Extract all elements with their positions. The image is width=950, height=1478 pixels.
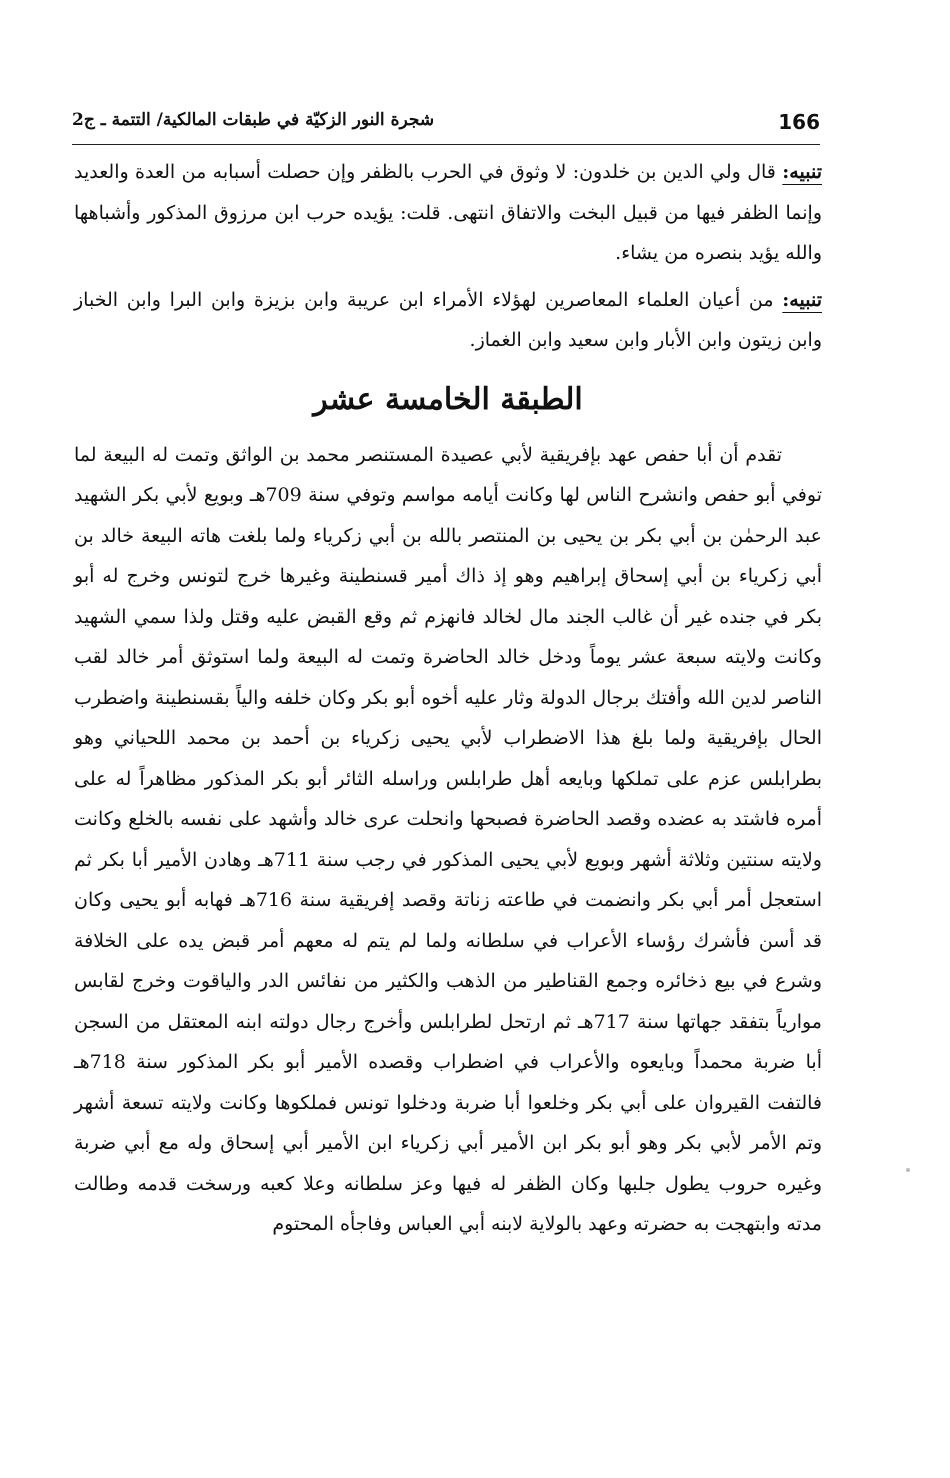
page-body — [74, 152, 822, 1245]
note-text: قال ولي الدين بن خلدون: لا وثوق في الحرب بالظفر وإن حصلت أسبابه من العدة والعديد وإنما الظفر فيها من قبيل البخت والاتفاق انتهى. قلت: يؤيده حرب ابن مرزوق المذكور وأشباهها والله يؤيد بنصره من يشاء. — [74, 161, 822, 264]
note-paragraph — [74, 152, 822, 274]
note-paragraph — [74, 280, 822, 361]
note-label: تنبيه: — [782, 161, 822, 183]
running-title: شجرة النور الزكيّة في طبقات المالكية/ التتمة ـ ج2 — [72, 110, 435, 130]
page-number: 166 — [778, 110, 820, 134]
note-label: تنبيه: — [782, 288, 822, 311]
note-text: من أعيان العلماء المعاصرين لهؤلاء الأمراء ابن عريبة وابن بزيزة وابن البرا وابن الخباز وابن زيتون وابن الأبار وابن سعيد وابن الغماز. — [74, 288, 822, 351]
scan-speck — [906, 1168, 910, 1172]
page-header — [72, 104, 820, 145]
section-heading: الطبقة الخامسة عشر — [313, 381, 583, 417]
body-paragraph: تقدم أن أبا حفص عهد بإفريقية لأبي عصيدة المستنصر محمد بن الواثق وتمت له البيعة لما توفي أبو حفص وانشرح الناس لها وكانت أيامه مواسم وتوفي سنة 709هـ وبويع لأبي بكر الشهيد عبد الرحمٰن بن أبي بكر بن يحيى بن المنتصر بالله بن أبي زكرياء ولما بلغت هاته البيعة خالد بن أبي زكرياء بن أبي إسحاق إبراهيم وهو إذ ذاك أمير قسنطينة وغيرها خرج لتونس وخرج له أبو بكر في جنده غير أن غالب الجند مال لخالد فانهزم ثم وقع القبض عليه وقتل ولذا سمي الشهيد وكانت ولايته سبعة عشر يوماً ودخل خالد الحاضرة وتمت له البيعة ولما استوثق أمر خالد لقب الناصر لدين الله وأفتك برجال الدولة وثار عليه أخوه أبو بكر وكان خلفه والياً بقسنطينة واضطرب الحال بإفريقية ولما بلغ هذا الاضطراب لأبي يحيى زكرياء بن أحمد بن محمد اللحياني وهو بطرابلس عزم على تملكها وبايعه أهل طرابلس وراسله الثائر أبو بكر المذكور مظاهراً له على أمره فاشتد به عضده وقصد الحاضرة فصبحها وانحلت عرى خالد وأشهد على نفسه بالخلع وكانت ولايته سنتين وثلاثة أشهر وبويع لأبي يحيى المذكور في رجب سنة 711هـ وهادن الأمير أبا بكر ثم استعجل أمر أبي بكر وانضمت في طاعته زناتة وقصد إفريقية سنة 716هـ فهابه أبو يحيى وكان قد أسن فأشرك رؤساء الأعراب في سلطانه ولما لم يتم له معهم أمر قبض يده على الخلافة وشرع في بيع ذخائره وجمع القناطير من الذهب والكثير من نفائس الدر والياقوت وخرج لقابس موارياً بتفقد جهاتها سنة 717هـ ثم ارتحل لطرابلس وأخرج رجال دولته ابنه المعتقل من السجن أبا ضربة محمداً وبايعوه والأعراب في اضطراب وقصده الأمير أبو بكر المذكور سنة 718هـ فالتفت القيروان على أبي بكر وخلعوا أبا ضربة ودخلوا تونس فملكوها وكانت ولايته تسعة أشهر وتم الأمر لأبي بكر وهو أبو بكر ابن الأمير أبي زكرياء ابن الأمير أبي إسحاق وله مع أبي ضربة وغيره حروب يطول جلبها وكان الظفر له فيها وعز سلطانه وعلا كعبه ورسخت قدمه وطالت مدته وابتهجت به حضرته وعهد بالولاية لابنه أبي العباس وفاجأه المحتوم — [74, 443, 822, 1235]
